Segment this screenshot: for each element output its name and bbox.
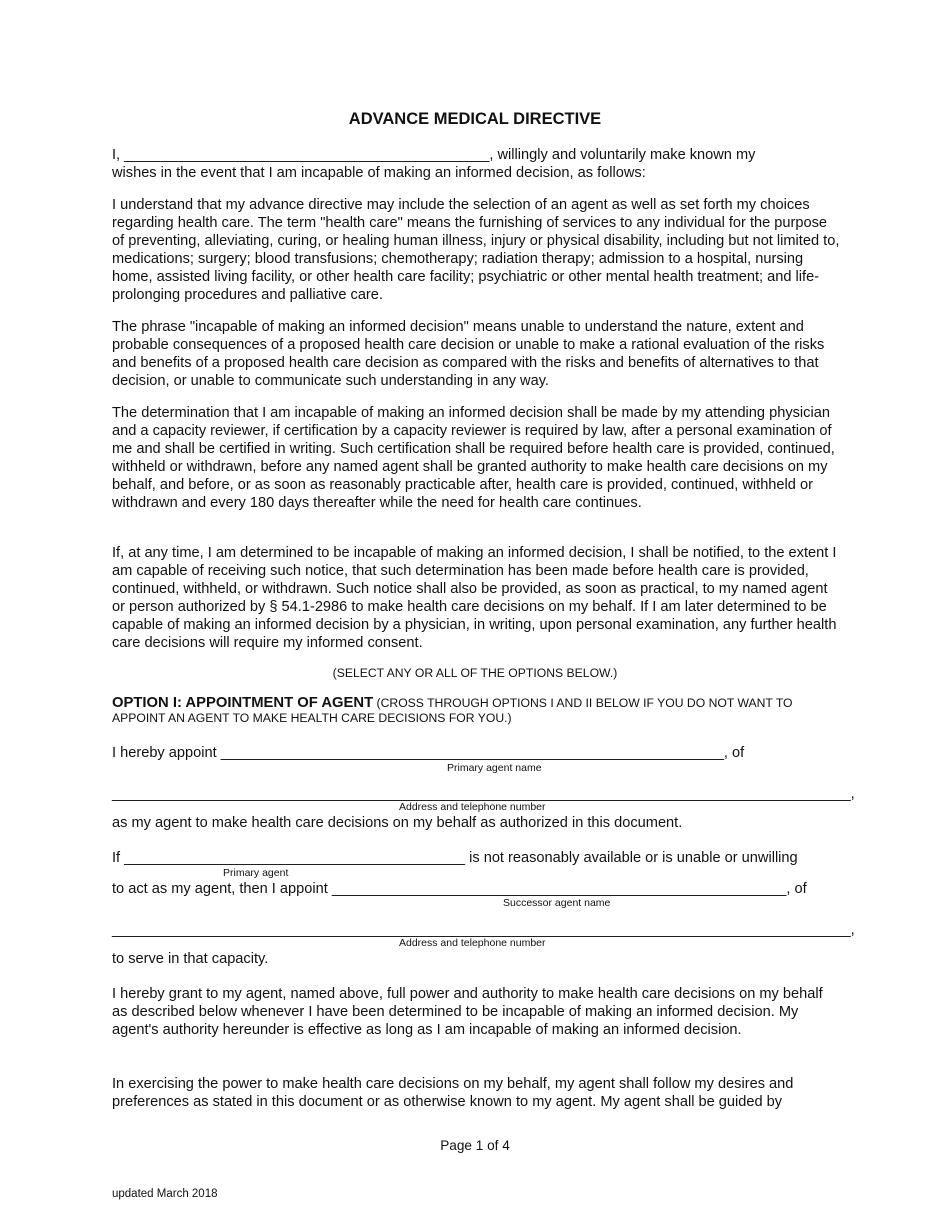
paragraph-notification: If, at any time, I am determined to be incapable of making an informed decision, I shall be notified, to the extent I am capable of receiving such notice, that such determination has been made before health care is provided, continued, withheld, or withdrawn. Such notice shall also be provided, as soon as practical, to my named agent or person authorized by § 54.1-2986 to make health care decisions on my behalf. If I am later determined to be capable of making an informed decision by a physician, in writing, upon personal examination, any further health care decisions will require my informed consent. <box>112 545 837 651</box>
successor-agent-name-caption: Successor agent name <box>503 897 611 909</box>
option-1-heading <box>112 696 842 726</box>
paragraph-determination: The determination that I am incapable of making an informed decision shall be made by my attending physician and a capacity reviewer, if certification by a capacity reviewer is required by law, after a personal examination of me and shall be certified in writing. Such certification shall be required before health care is provided, continued, withheld or withdrawn, before any named agent shall be granted authority to make health care decisions on my behalf, and before, or as soon as reasonably practicable after, health care is provided, continued, withheld or withdrawn and every 180 days thereafter while the need for health care continues. <box>112 405 835 511</box>
primary-agent-caption: Primary agent <box>223 867 289 879</box>
intro-line-2: wishes in the event that I am incapable of making an informed decision, as follows: <box>112 165 646 181</box>
paragraph-grant-authority: I hereby grant to my agent, named above, full power and authority to make health care decisions on my behalf as described below whenever I have been determined to be incapable of making an informed decision. My agent's authority hereunder is effective as long as I am incapable of making an informed decision. <box>112 986 823 1038</box>
appoint-agent-line: I hereby appoint ______________________________________________________________, of <box>112 745 745 761</box>
intro-line-1: I, _____________________________________________, willingly and voluntarily make known my <box>112 147 756 163</box>
successor-appoint-line: to act as my agent, then I appoint ________________________________________________________, of <box>112 881 807 897</box>
page-title: ADVANCE MEDICAL DIRECTIVE <box>348 110 602 128</box>
paragraph-health-care-definition: I understand that my advance directive may include the selection of an agent as well as set forth my choices regarding health care. The term "health care" means the furnishing of services to any individual for the purpose of preventing, alleviating, curing, or healing human illness, injury or physical disability, including but not limited to, medications; surgery; blood transfusions; chemotherapy; radiation therapy; admission to a hospital, nursing home, assisted living facility, or other health care facility; psychiatric or other mental health treatment; and life-prolonging procedures and palliative care. <box>112 197 840 303</box>
successor-address-caption: Address and telephone number <box>399 937 546 949</box>
page-number: Page 1 of 4 <box>440 1138 510 1153</box>
successor-address-blank: ___________________________________________________________________________________________, <box>112 922 855 938</box>
paragraph-incapable-definition: The phrase "incapable of making an informed decision" means unable to understand the nature, extent and probable consequences of a proposed health care decision or unable to make a rational evaluation of the risks and benefits of a proposed health care decision as compared with the risks and benefits of alternatives to that decision, or unable to communicate such understanding in any way. <box>112 319 825 389</box>
select-options-note: (SELECT ANY OR ALL OF THE OPTIONS BELOW.) <box>332 666 618 680</box>
paragraph-exercising-power: In exercising the power to make health care decisions on my behalf, my agent shall follow my desires and preferences as stated in this document or as otherwise known to my agent. My agent shall be guided by <box>112 1076 794 1110</box>
serve-capacity-line: to serve in that capacity. <box>112 951 269 967</box>
option-1-title: OPTION I: APPOINTMENT OF AGENT <box>112 695 374 711</box>
primary-agent-name-caption: Primary agent name <box>447 762 542 774</box>
updated-date: updated March 2018 <box>112 1188 218 1200</box>
primary-address-blank: ___________________________________________________________________________________________, <box>112 786 855 802</box>
agent-authority-line: as my agent to make health care decisions on my behalf as authorized in this document. <box>112 815 683 831</box>
primary-address-caption: Address and telephone number <box>399 801 546 813</box>
if-unavailable-line: If __________________________________________ is not reasonably available or is unable or unwilling <box>112 850 798 866</box>
option-1-note: (CROSS THROUGH OPTIONS I AND II BELOW IF YOU DO NOT WANT TO APPOINT AN AGENT TO MAKE HEALTH CARE DECISIONS FOR YOU.) <box>112 696 793 725</box>
